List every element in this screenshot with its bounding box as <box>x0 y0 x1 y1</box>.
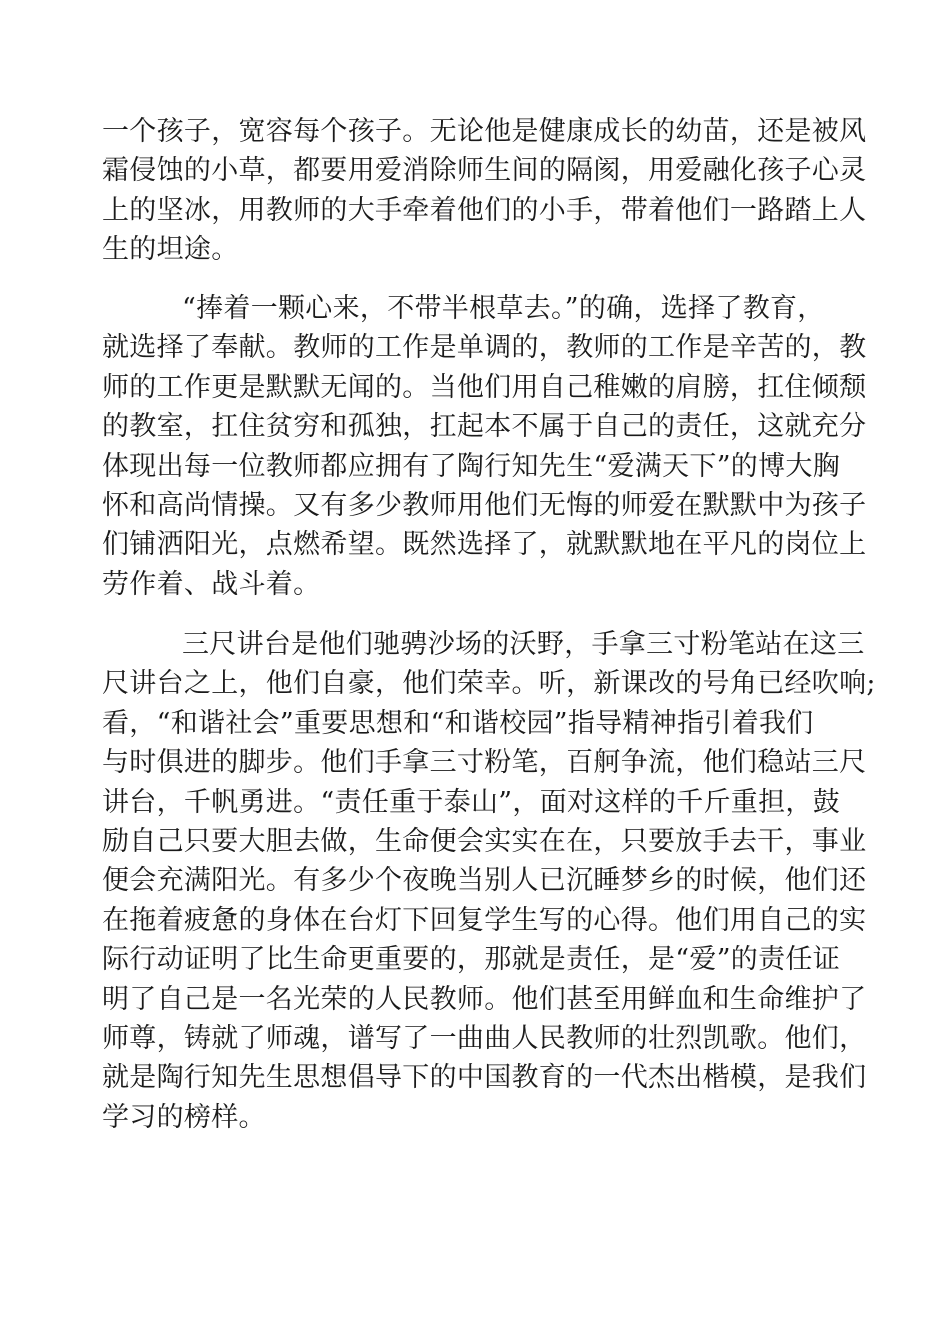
text-line: 就是陶行知先生思想倡导下的中国教育的一代杰出楷模，是我们 <box>102 1062 867 1094</box>
text-line: 明了自己是一名光荣的人民教师。他们甚至用鲜血和生命维护了 <box>102 983 867 1015</box>
text-line: “捧着一颗心来，不带半根草去。”的确，选择了教育， <box>182 293 825 324</box>
text-line: 看，“和谐社会”重要思想和“和谐校园”指导精神指引着我们 <box>102 707 814 739</box>
text-line: 劳作着、战斗着。 <box>102 568 321 600</box>
text-line: 励自己只要大胆去做，生命便会实实在在，只要放手去干，事业 <box>102 826 867 858</box>
text-line: 尺讲台之上，他们自豪，他们荣幸。听，新课改的号角已经吹响; <box>102 668 876 700</box>
text-line: 师的工作更是默默无闻的。当他们用自己稚嫩的肩膀，扛住倾颓 <box>102 371 867 403</box>
text-line: 讲台，千帆勇进。“责任重于泰山”，面对这样的千斤重担，鼓 <box>102 786 841 818</box>
text-line: 就选择了奉献。教师的工作是单调的，教师的工作是辛苦的，教 <box>102 332 867 364</box>
text-line: 学习的榜样。 <box>102 1101 266 1133</box>
text-line: 霜侵蚀的小草，都要用爱消除师生间的隔阂，用爱融化孩子心灵 <box>102 155 867 187</box>
text-line: 生的坦途。 <box>102 234 239 266</box>
text-line: 的教室，扛住贫穷和孤独，扛起本不属于自己的责任，这就充分 <box>102 411 867 443</box>
text-line: 三尺讲台是他们驰骋沙场的沃野，手拿三寸粉笔站在这三 <box>182 629 865 660</box>
paragraph-2 <box>102 289 867 604</box>
paragraph-1 <box>102 112 867 270</box>
text-line: 一个孩子，宽容每个孩子。无论他是健康成长的幼苗，还是被风 <box>102 116 867 147</box>
text-line: 上的坚冰，用教师的大手牵着他们的小手，带着他们一路踏上人 <box>102 194 867 226</box>
text-line: 体现出每一位教师都应拥有了陶行知先生“爱满天下”的博大胸 <box>102 450 841 482</box>
text-line: 们铺洒阳光，点燃希望。既然选择了，就默默地在平凡的岗位上 <box>102 529 867 561</box>
text-line: 怀和高尚情操。又有多少教师用他们无悔的师爱在默默中为孩子 <box>102 490 867 522</box>
text-line: 际行动证明了比生命更重要的，那就是责任，是“爱”的责任证 <box>102 944 841 976</box>
paragraph-3 <box>102 625 876 1137</box>
text-line: 在拖着疲惫的身体在台灯下回复学生写的心得。他们用自己的实 <box>102 904 867 936</box>
text-line: 与时俱进的脚步。他们手拿三寸粉笔，百舸争流，他们稳站三尺 <box>102 747 867 779</box>
text-line: 便会充满阳光。有多少个夜晚当别人已沉睡梦乡的时候，他们还 <box>102 865 867 897</box>
text-line: 师尊，铸就了师魂，谱写了一曲曲人民教师的壮烈凯歌。他们， <box>102 1023 867 1055</box>
